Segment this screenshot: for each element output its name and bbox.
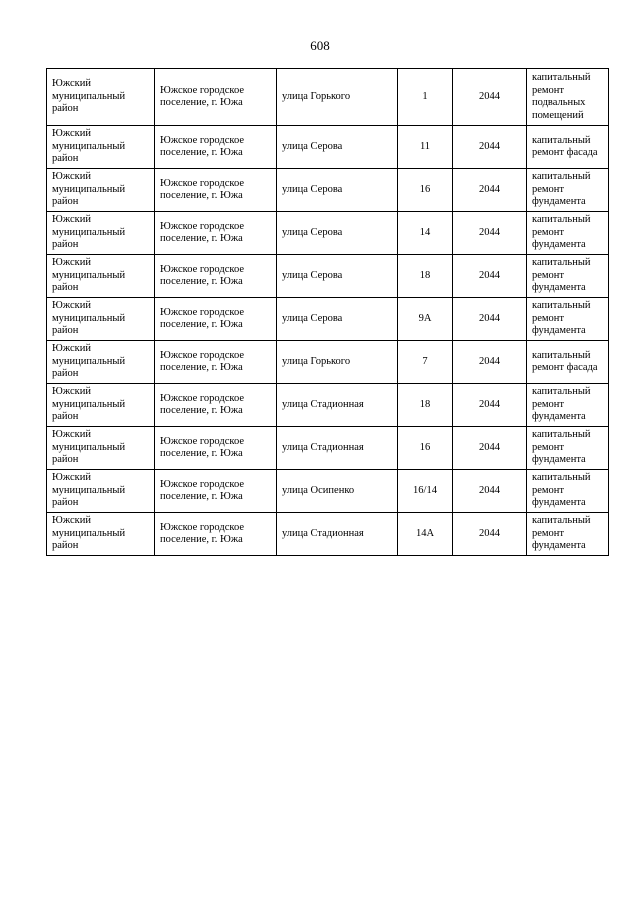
house-number-cell: 9А — [398, 298, 453, 341]
work-type-cell: капитальный ремонт фундамента — [527, 212, 609, 255]
table-row — [47, 169, 609, 212]
district-cell: Южский муниципальный район — [47, 384, 155, 427]
work-type-cell: капитальный ремонт подвальных помещений — [527, 69, 609, 126]
district-cell: Южский муниципальный район — [47, 513, 155, 556]
district-cell: Южский муниципальный район — [47, 69, 155, 126]
year-cell: 2044 — [453, 69, 527, 126]
settlement-cell: Южское городское поселение, г. Южа — [155, 69, 277, 126]
house-number-cell: 18 — [398, 255, 453, 298]
district-cell: Южский муниципальный район — [47, 126, 155, 169]
table-row — [47, 427, 609, 470]
work-type-cell: капитальный ремонт фундамента — [527, 427, 609, 470]
table-row — [47, 212, 609, 255]
house-number-cell: 1 — [398, 69, 453, 126]
settlement-cell: Южское городское поселение, г. Южа — [155, 126, 277, 169]
page-number: 608 — [310, 38, 330, 53]
district-cell: Южский муниципальный район — [47, 470, 155, 513]
district-cell: Южский муниципальный район — [47, 298, 155, 341]
settlement-cell: Южское городское поселение, г. Южа — [155, 341, 277, 384]
settlement-cell: Южское городское поселение, г. Южа — [155, 255, 277, 298]
table-row — [47, 513, 609, 556]
table-row — [47, 341, 609, 384]
street-cell: улица Серова — [277, 298, 398, 341]
street-cell: улица Горького — [277, 69, 398, 126]
year-cell: 2044 — [453, 212, 527, 255]
street-cell: улица Серова — [277, 126, 398, 169]
year-cell: 2044 — [453, 298, 527, 341]
house-number-cell: 16/14 — [398, 470, 453, 513]
table-row — [47, 126, 609, 169]
repair-schedule-table — [46, 68, 609, 556]
street-cell: улица Горького — [277, 341, 398, 384]
settlement-cell: Южское городское поселение, г. Южа — [155, 427, 277, 470]
house-number-cell: 14 — [398, 212, 453, 255]
work-type-cell: капитальный ремонт фундамента — [527, 169, 609, 212]
house-number-cell: 14А — [398, 513, 453, 556]
year-cell: 2044 — [453, 341, 527, 384]
house-number-cell: 7 — [398, 341, 453, 384]
settlement-cell: Южское городское поселение, г. Южа — [155, 513, 277, 556]
settlement-cell: Южское городское поселение, г. Южа — [155, 298, 277, 341]
street-cell: улица Серова — [277, 169, 398, 212]
work-type-cell: капитальный ремонт фундамента — [527, 384, 609, 427]
street-cell: улица Стадионная — [277, 513, 398, 556]
district-cell: Южский муниципальный район — [47, 212, 155, 255]
street-cell: улица Серова — [277, 212, 398, 255]
year-cell: 2044 — [453, 169, 527, 212]
work-type-cell: капитальный ремонт фундамента — [527, 513, 609, 556]
year-cell: 2044 — [453, 384, 527, 427]
house-number-cell: 11 — [398, 126, 453, 169]
year-cell: 2044 — [453, 427, 527, 470]
settlement-cell: Южское городское поселение, г. Южа — [155, 169, 277, 212]
street-cell: улица Серова — [277, 255, 398, 298]
year-cell: 2044 — [453, 255, 527, 298]
table-row — [47, 255, 609, 298]
work-type-cell: капитальный ремонт фундамента — [527, 255, 609, 298]
work-type-cell: капитальный ремонт фасада — [527, 126, 609, 169]
table-row — [47, 69, 609, 126]
year-cell: 2044 — [453, 126, 527, 169]
district-cell: Южский муниципальный район — [47, 341, 155, 384]
district-cell: Южский муниципальный район — [47, 255, 155, 298]
table-row — [47, 384, 609, 427]
street-cell: улица Стадионная — [277, 384, 398, 427]
house-number-cell: 16 — [398, 427, 453, 470]
settlement-cell: Южское городское поселение, г. Южа — [155, 212, 277, 255]
work-type-cell: капитальный ремонт фасада — [527, 341, 609, 384]
house-number-cell: 16 — [398, 169, 453, 212]
table-row — [47, 298, 609, 341]
house-number-cell: 18 — [398, 384, 453, 427]
work-type-cell: капитальный ремонт фундамента — [527, 298, 609, 341]
year-cell: 2044 — [453, 470, 527, 513]
district-cell: Южский муниципальный район — [47, 427, 155, 470]
work-type-cell: капитальный ремонт фундамента — [527, 470, 609, 513]
settlement-cell: Южское городское поселение, г. Южа — [155, 384, 277, 427]
table-row — [47, 470, 609, 513]
year-cell: 2044 — [453, 513, 527, 556]
settlement-cell: Южское городское поселение, г. Южа — [155, 470, 277, 513]
street-cell: улица Осипенко — [277, 470, 398, 513]
district-cell: Южский муниципальный район — [47, 169, 155, 212]
street-cell: улица Стадионная — [277, 427, 398, 470]
